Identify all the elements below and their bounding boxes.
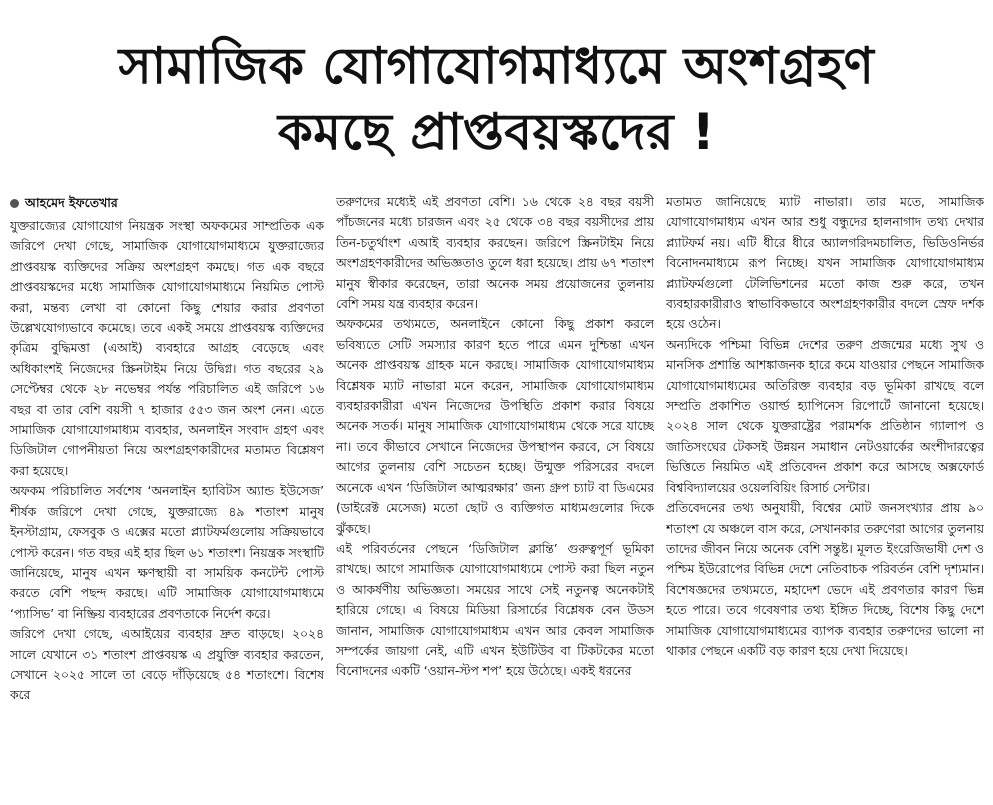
paragraph: অফকম পরিচালিত সর্বশেষ ‘অনলাইন হ্যাবিটস অ্যান্ড ইউসেজ’ শীর্ষক জরিপে দেখা গেছে, যুক্তরাজ্যে ৪৯ শতাংশ মানুষ ইনস্টাগ্রাম, ফেসবুক ও এক্সের মতো প্ল্যাটফর্মগুলোয় সক্রিয়ভাবে পোস্ট করেন। গত বছর এই হার ছিল ৬১ শতাংশ। নিয়ন্ত্রক সংস্থাটি জানিয়েছে, মানুষ এখন ক্ষণস্থায়ী বা সাময়িক কনটেন্ট পোস্ট করতে বেশি পছন্দ করছে। এটি সামাজিক যোগাযোগমাধ্যমে ‘প্যাসিভ’ বা নিষ্ক্রিয় ব্যবহারের প্রবণতাকে নির্দেশ করে।	[10, 484, 324, 621]
headline	[0, 33, 993, 165]
author-name: আহমেদ ইফতেখার	[25, 195, 118, 210]
paragraph: মতামত জানিয়েছে ম্যাট নাভারা। তার মতে, সামাজিক যোগাযোগমাধ্যম এখন আর শুধু বন্ধুদের হালনাগাদ তথ্য দেখার প্ল্যাটফর্ম নয়। এটি ধীরে ধীরে অ্যালগরিদমচালিত, ভিডিওনির্ভর বিনোদনমাধ্যমে রূপ নিচ্ছে। যখন সামাজিক যোগাযোগমাধ্যম প্ল্যাটফর্মগুলো টেলিভিশনের মতো কাজ শুরু করে, তখন ব্যবহারকারীরাও স্বাভাবিকভাবে অংশগ্রহণকারীর বদলে স্রেফ দর্শক হয়ে ওঠেন।	[666, 195, 984, 332]
headline-line-2: কমছে প্রাপ্তবয়স্কদের !	[277, 103, 716, 162]
headline-line-1: সামাজিক যোগাযোগমাধ্যমে অংশগ্রহণ	[118, 37, 875, 96]
column-3	[666, 192, 984, 804]
paragraph: জরিপে দেখা গেছে, এআইয়ের ব্যবহার দ্রুত বাড়ছে। ২০২৪ সালে যেখানে ৩১ শতাংশ প্রাপ্তবয়স্ক এ প্রযুক্তি ব্যবহার করতেন, সেখানে ২০২৫ সালে তা বেড়ে দাঁড়িয়েছে ৫৪ শতাংশে। বিশেষ করে	[10, 627, 324, 703]
paragraph: অফকমের তথ্যমতে, অনলাইনে কোনো কিছু প্রকাশ করলে ভবিষ্যতে সেটি সমস্যার কারণ হতে পারে এমন দুশ্চিন্তা এখন অনেক প্রাপ্তবয়স্ক গ্রাহক মনে করছে। সামাজিক যোগাযোগমাধ্যম বিশ্লেষক ম্যাট নাভারা মনে করেন, সামাজিক যোগাযোগমাধ্যম ব্যবহারকারীরা এখন নিজেদের উপস্থিতি প্রকাশ করার বিষয়ে অনেক সতর্ক। মানুষ সামাজিক যোগাযোগমাধ্যম থেকে সরে যাচ্ছে না। তবে কীভাবে সেখানে নিজেদের উপস্থাপন করবে, সে বিষয়ে আগের তুলনায় বেশি সচেতন হচ্ছে। উন্মুক্ত পরিসরের বদলে অনেকে এখন ‘ডিজিটাল আত্মরক্ষার’ জন্য গ্রুপ চ্যাট বা ডিএমের (ডাইরেক্ট মেসেজ) মতো ছোট ও ব্যক্তিগত মাধ্যমগুলোর দিকে ঝুঁকছে।	[336, 317, 654, 536]
byline	[10, 192, 324, 214]
paragraph: যুক্তরাজ্যের যোগাযোগ নিয়ন্ত্রক সংস্থা অফকমের সাম্প্রতিক এক জরিপে দেখা গেছে, সামাজিক যোগাযোগমাধ্যমে যুক্তরাজ্যের প্রাপ্তবয়স্ক ব্যক্তিদের সক্রিয় অংশগ্রহণ কমছে। গত এক বছরে প্রাপ্তবয়স্কদের মধ্যে সামাজিক যোগাযোগমাধ্যমে নিয়মিত পোস্ট করা, মন্তব্য লেখা বা কোনো কিছু শেয়ার করার প্রবণতা উল্লেখযোগ্যভাবে কমেছে। তবে একই সময়ে প্রাপ্তবয়স্ক ব্যক্তিদের কৃত্রিম বুদ্ধিমত্তা (এআই) ব্যবহারে আগ্রহ বেড়েছে এবং অধিকাংশই নিজেদের স্ক্রিনটাইম নিয়ে উদ্বিগ্ন। গত বছরের ২৯ সেপ্টেম্বর থেকে ২৮ নভেম্বর পর্যন্ত পরিচালিত এই জরিপে ১৬ বছর বা তার বেশি বয়সী ৭ হাজার ৫৫৩ জন অংশ নেন। এতে সামাজিক যোগাযোগমাধ্যম ব্যবহার, অনলাইন সংবাদ গ্রহণ এবং ডিজিটাল গোপনীয়তা নিয়ে অংশগ্রহণকারীদের মতামত বিশ্লেষণ করা হয়েছে।	[10, 219, 324, 478]
paragraph: অন্যদিকে পশ্চিমা বিভিন্ন দেশের তরুণ প্রজন্মের মধ্যে সুখ ও মানসিক প্রশান্তি আশঙ্কাজনক হারে কমে যাওয়ার পেছনে সামাজিক যোগাযোগমাধ্যমের অতিরিক্ত ব্যবহার বড় ভূমিকা রাখছে বলে সম্প্রতি প্রকাশিত ওয়ার্ল্ড হ্যাপিনেস রিপোর্টে জানানো হয়েছে। ২০২৪ সাল থেকে যুক্তরাষ্ট্রের পরামর্শক প্রতিষ্ঠান গ্যালাপ ও জাতিসংঘের টেকসই উন্নয়ন সমাধান নেটওয়ার্কের অংশীদারত্বের ভিত্তিতে নিয়মিত এই প্রতিবেদন প্রকাশ করে আসছে অক্সফোর্ড বিশ্ববিদ্যালয়ের ওয়েলবিয়িং রিসার্চ সেন্টার।	[666, 337, 984, 495]
paragraph: তরুণদের মধ্যেই এই প্রবণতা বেশি। ১৬ থেকে ২৪ বছর বয়সী পাঁচজনের মধ্যে চারজন এবং ২৫ থেকে ৩৪ বছর বয়সীদের প্রায় তিন-চতুর্থাংশ এআই ব্যবহার করছেন। জরিপে স্ক্রিনটাইম নিয়ে অংশগ্রহণকারীদের অভিজ্ঞতাও তুলে ধরা হয়েছে। প্রায় ৬৭ শতাংশ মানুষ স্বীকার করেছেন, তারা অনেক সময় প্রয়োজনের তুলনায় বেশি সময় যন্ত্র ব্যবহার করেন।	[336, 195, 654, 312]
paragraph: এই পরিবর্তনের পেছনে ‘ডিজিটাল ক্লান্তি’ গুরুত্বপূর্ণ ভূমিকা রাখছে। আগে সামাজিক যোগাযোগমাধ্যমে পোস্ট করা ছিল নতুন ও আকর্ষণীয় অভিজ্ঞতা। সময়ের সাথে সেই নতুনত্ব অনেকটাই হারিয়ে গেছে। এ বিষয়ে মিডিয়া রিসার্চের বিশ্লেষক বেন উডস জানান, সামাজিক যোগাযোগমাধ্যম এখন আর কেবল সামাজিক সম্পর্কের জায়গা নেই, এটি এখন ইউটিউব বা টিকটকের মতো বিনোদনের একটি ‘ওয়ান-স্টপ শপ’ হয়ে উঠেছে। একই ধরনের	[336, 541, 654, 679]
column-1	[10, 192, 324, 804]
column-2	[336, 192, 654, 804]
bullet-icon	[10, 199, 19, 208]
paragraph: প্রতিবেদনের তথ্য অনুযায়ী, বিশ্বের মোট জনসংখ্যার প্রায় ৯০ শতাংশ যে অঞ্চলে বাস করে, সেখানকার তরুণেরা আগের তুলনায় তাদের জীবন নিয়ে অনেক বেশি সন্তুষ্ট। মূলত ইংরেজিভাষী দেশ ও পশ্চিম ইউরোপের বিভিন্ন দেশে নেতিবাচক পরিবর্তন বেশি দৃশ্যমান। বিশেষজ্ঞদের তথ্যমতে, মহাদেশ ভেদে এই প্রবণতার কারণ ভিন্ন হতে পারে। তবে গবেষণার তথ্য ইঙ্গিত দিচ্ছে, বিশেষ কিছু দেশে সামাজিক যোগাযোগমাধ্যমের ব্যাপক ব্যবহার তরুণদের ভালো না থাকার পেছনে একটি বড় কারণ হয়ে দেখা দিয়েছে।	[666, 501, 984, 658]
article-columns	[10, 192, 985, 804]
